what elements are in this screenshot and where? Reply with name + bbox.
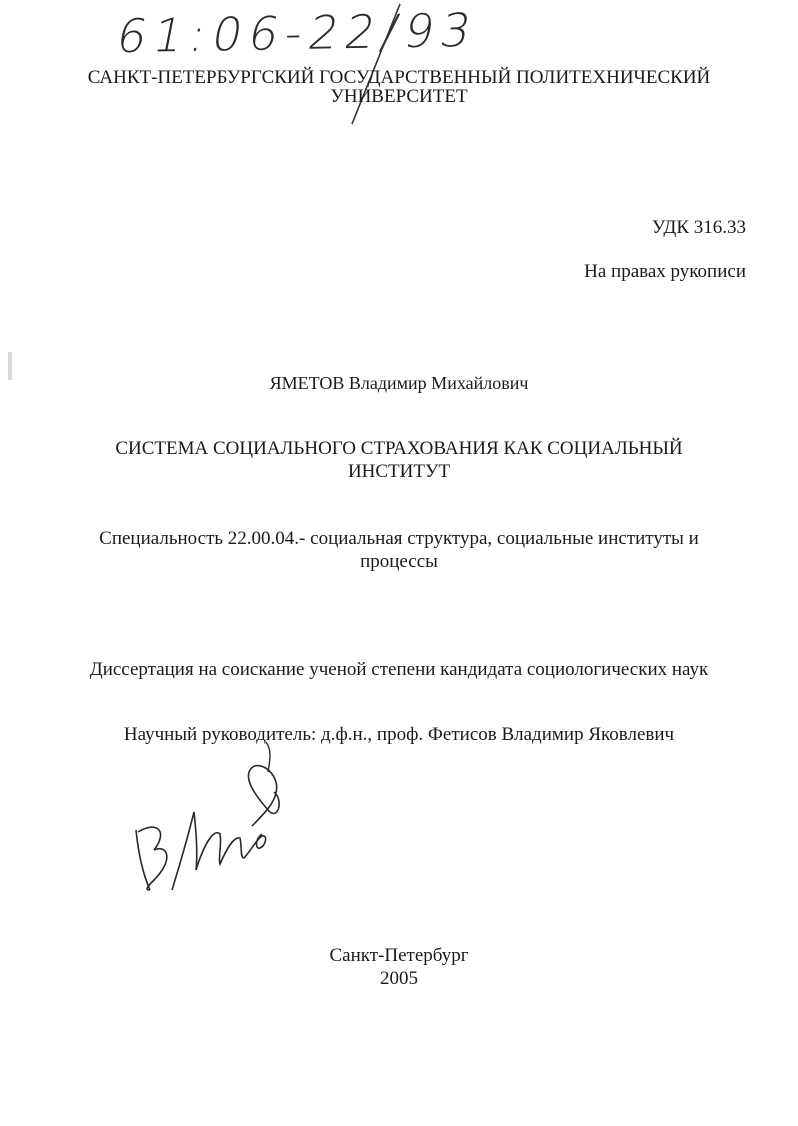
author-name: ЯМЕТОВ Владимир Михайлович <box>269 373 529 393</box>
handwritten-slash-stroke <box>0 0 798 130</box>
specialty-line-2: процессы <box>360 551 438 572</box>
handwritten-signature <box>128 740 318 910</box>
manuscript-rights: На правах рукописи <box>584 261 746 282</box>
thesis-title-line-2: ИНСТИТУТ <box>347 461 451 482</box>
archive-number-handwritten: 61:06-22/93 <box>112 2 483 64</box>
university-line-2: УНИВЕРСИТЕТ <box>330 86 468 107</box>
year: 2005 <box>380 968 418 989</box>
degree-statement: Диссертация на соискание ученой степени кандидата социологических наук <box>89 659 709 680</box>
city: Санкт-Петербург <box>329 945 469 966</box>
udk-code: УДК 316.33 <box>651 217 746 238</box>
university-line-1: САНКТ-ПЕТЕРБУРГСКИЙ ГОСУДАРСТВЕННЫЙ ПОЛИТЕХНИЧЕСКИЙ <box>87 67 711 88</box>
specialty-line-1: Специальность 22.00.04.- социальная структура, социальные институты и <box>99 528 699 549</box>
scientific-supervisor: Научный руководитель: д.ф.н., проф. Фетисов Владимир Яковлевич <box>123 724 675 745</box>
thesis-title-line-1: СИСТЕМА СОЦИАЛЬНОГО СТРАХОВАНИЯ КАК СОЦИАЛЬНЫЙ <box>115 438 683 459</box>
